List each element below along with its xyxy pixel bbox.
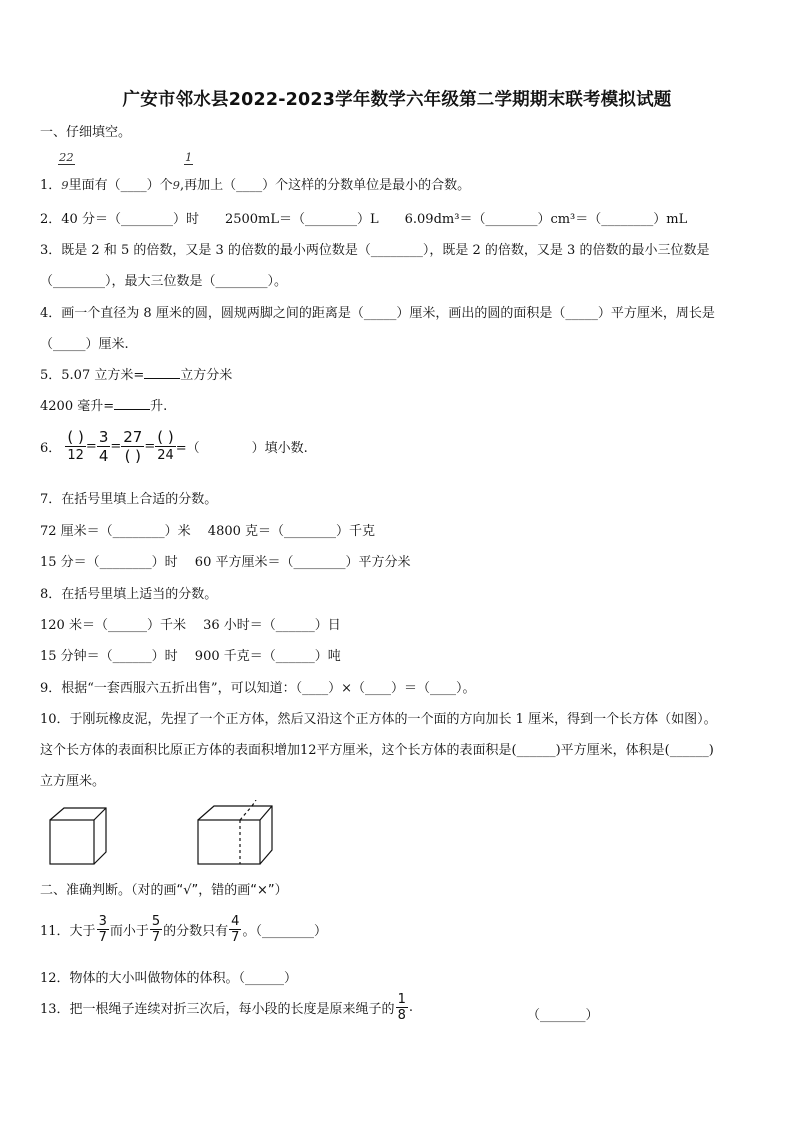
fraction: $\frac{1}{8}$ (397, 992, 406, 1023)
question-9: 9．根据“一套西服六五折出售”，可以知道：（____）×（____）＝（____）。 (40, 681, 476, 696)
question-8: 8．在括号里填上适当的分数。 (40, 587, 218, 602)
question-4-line-2: （_____）厘米. (40, 337, 129, 352)
question-number: 3． (40, 243, 62, 258)
question-7: 7．在括号里填上合适的分数。 (40, 492, 218, 507)
question-4: 4．画一个直径为 8 厘米的圆，圆规两脚之间的距离是（_____）厘米，画出的圆的面积是（_____）平方厘米，周长是 (40, 306, 715, 321)
fraction: $\frac{5}{7}$ (151, 914, 161, 945)
cuboid-figure (196, 800, 276, 868)
question-7-row-1: 72 厘米＝（________）米 4800 克＝（________）千克 (40, 524, 376, 539)
question-10: 10．于刚玩橡皮泥，先捏了一个正方体，然后又沿这个正方体的一个面的方向加长 1 厘米，得到一个长方体（如图）。 (40, 712, 717, 727)
question-number: 8． (40, 587, 62, 602)
question-number: 6． (40, 441, 62, 456)
cuboid-dashed-line (240, 806, 252, 820)
question-1: 1．9里面有（____）个9,再加上（____）个这样的分数单位是最小的合数。 (40, 178, 471, 193)
fraction-4: ( ) 24 (157, 428, 174, 463)
question-3-line-2: （________），最大三位数是（________）。 (40, 274, 288, 289)
question-number: 1． (40, 178, 62, 193)
cube-figure (48, 806, 110, 868)
question-8-row-2: 15 分钟＝（______）时 900 千克＝（______）吨 (40, 649, 341, 664)
fraction-1: ( ) 12 (67, 428, 84, 463)
q1-fraction-a-den: 9 (61, 178, 69, 192)
section-heading-1: 一、仔细填空。 (40, 125, 132, 140)
question-number: 13． (40, 1002, 70, 1017)
section-heading-2: 二、准确判断。（对的画“√”，错的画“×”） (40, 883, 288, 898)
cuboid-depth-edges (198, 806, 272, 864)
question-12: 12．物体的大小叫做物体的体积。（______） (40, 971, 298, 986)
question-number: 12． (40, 971, 70, 986)
question-6: 6． ( ) 12 = $\frac{3}{4}$ = 27 ( ) = ( ) 24 =（ ）填小数. (40, 428, 308, 465)
fraction: $\frac{3}{7}$ (98, 914, 107, 945)
q1-fraction-b: 1 (185, 150, 193, 164)
question-number: 5． (40, 368, 62, 383)
question-11: 11．大于 $\frac{3}{7}$ 而小于 $\frac{5}{7}$ 的分数只有 $\frac{4}{7}$ 。（________） (40, 914, 327, 945)
question-2: 2．40 分＝（________）时 2500mL＝（________）L 6.09dm³＝（________）cm³＝（________）mL (40, 212, 688, 227)
question-10-line-3: 立方厘米。 (40, 774, 106, 789)
cuboid-depth-edge (260, 806, 272, 820)
question-8-row-1: 120 米＝（______）千米 36 小时＝（______）日 (40, 618, 341, 633)
q13-answer-paren[interactable]: （_______） (527, 1008, 599, 1023)
fraction-3: 27 ( ) (123, 428, 143, 465)
cuboid-front-face (198, 820, 260, 864)
fraction-2: $\frac{3}{4}$ (98, 428, 109, 465)
cube-front-face (50, 820, 94, 864)
question-number: 7． (40, 492, 62, 507)
fraction: $\frac{4}{7}$ (231, 914, 240, 945)
question-5-line-2: 4200 毫升= 升. (40, 399, 168, 414)
cube-depth-edge (94, 808, 106, 820)
question-5: 5．5.07 立方米= 立方分米 (40, 368, 233, 383)
question-number: 11． (40, 924, 70, 939)
q1-fraction-a: 22 (59, 150, 74, 164)
cuboid-dashed-line (252, 800, 256, 806)
answer-blank[interactable] (144, 366, 180, 379)
page-title: 广安市邻水县2022-2023学年数学六年级第二学期期末联考模拟试题 (122, 90, 672, 110)
q1-fraction-b-den: 9 (172, 178, 180, 192)
question-number: 2． (40, 212, 62, 227)
question-13: 13．把一根绳子连续对折三次后，每小段的长度是原来绳子的 $\frac{1}{8}$ . (40, 992, 413, 1023)
question-10-line-2: 这个长方体的表面积比原正方体的表面积增加12平方厘米，这个长方体的表面积是(______)平方厘米，体积是(______) (40, 743, 714, 758)
question-number: 9． (40, 681, 62, 696)
question-7-row-2: 15 分＝（________）时 60 平方厘米＝（________）平方分米 (40, 555, 411, 570)
question-3: 3．既是 2 和 5 的倍数，又是 3 的倍数的最小两位数是（________），既是 2 的倍数，又是 3 的倍数的最小三位数是 (40, 243, 710, 258)
question-number: 4． (40, 306, 62, 321)
answer-blank[interactable] (114, 397, 150, 410)
question-number: 10． (40, 712, 70, 727)
